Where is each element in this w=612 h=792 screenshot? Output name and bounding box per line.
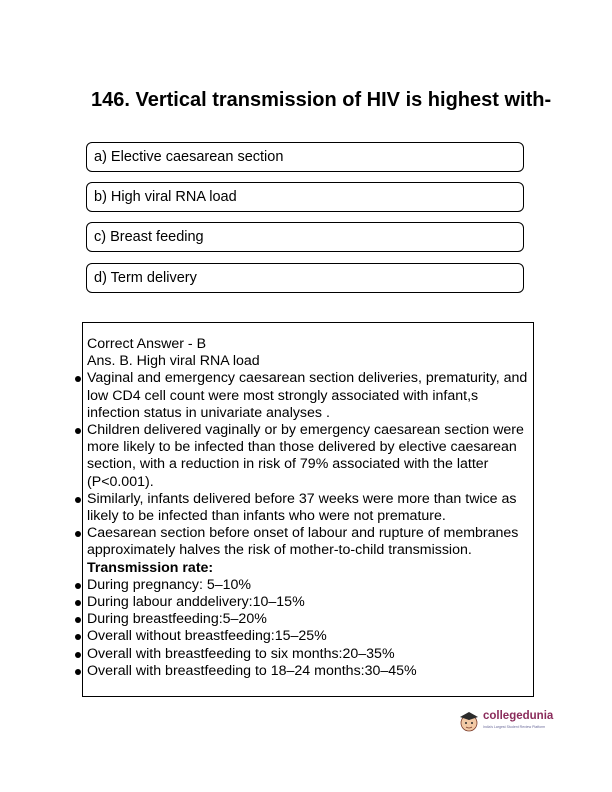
explanation-item: Caesarean section before onset of labour and rupture of membranes approximately halves the risk of mother-to-child transmission. [87,525,531,559]
mascot-icon [458,709,480,733]
logo-name: collegedunia [483,710,554,722]
transmission-rate-item: During breastfeeding:5–20% [87,611,531,628]
transmission-rate-item: Overall with breastfeeding to six months:20–35% [87,646,531,663]
transmission-rate-list [87,577,531,680]
transmission-rate-item: Overall with breastfeeding to 18–24 months:30–45% [87,663,531,680]
question-title: 146. Vertical transmission of HIV is highest with- [91,89,552,111]
explanation-item: Similarly, infants delivered before 37 weeks were more than twice as likely to be infected than infants who were not premature. [87,491,531,525]
transmission-rate-heading: Transmission rate: [87,559,214,576]
option-d[interactable]: d) Term delivery [86,263,524,293]
explanation-list [87,370,531,559]
answer-line: Ans. B. High viral RNA load [87,353,260,370]
option-a[interactable]: a) Elective caesarean section [86,142,524,172]
transmission-rate-item: During labour anddelivery:10–15% [87,594,531,611]
explanation-item: Vaginal and emergency caesarean section deliveries, prematurity, and low CD4 cell count were most strongly associated with infant,s infection status in univariate analyses . [87,370,531,422]
transmission-rate-item: During pregnancy: 5–10% [87,577,531,594]
collegedunia-logo [458,707,578,737]
explanation-item: Children delivered vaginally or by emergency caesarean section were more likely to be infected than those delivered by elective caesarean section, with a reduction in risk of 79% associated with the latter (P<0.001). [87,422,531,491]
answer-content [87,336,531,680]
transmission-rate-item: Overall without breastfeeding:15–25% [87,628,531,645]
logo-tagline: India's Largest Student Review Platform [483,725,546,729]
option-c[interactable]: c) Breast feeding [86,222,524,252]
correct-answer: Correct Answer - B [87,336,207,352]
option-b[interactable]: b) High viral RNA load [86,182,524,212]
